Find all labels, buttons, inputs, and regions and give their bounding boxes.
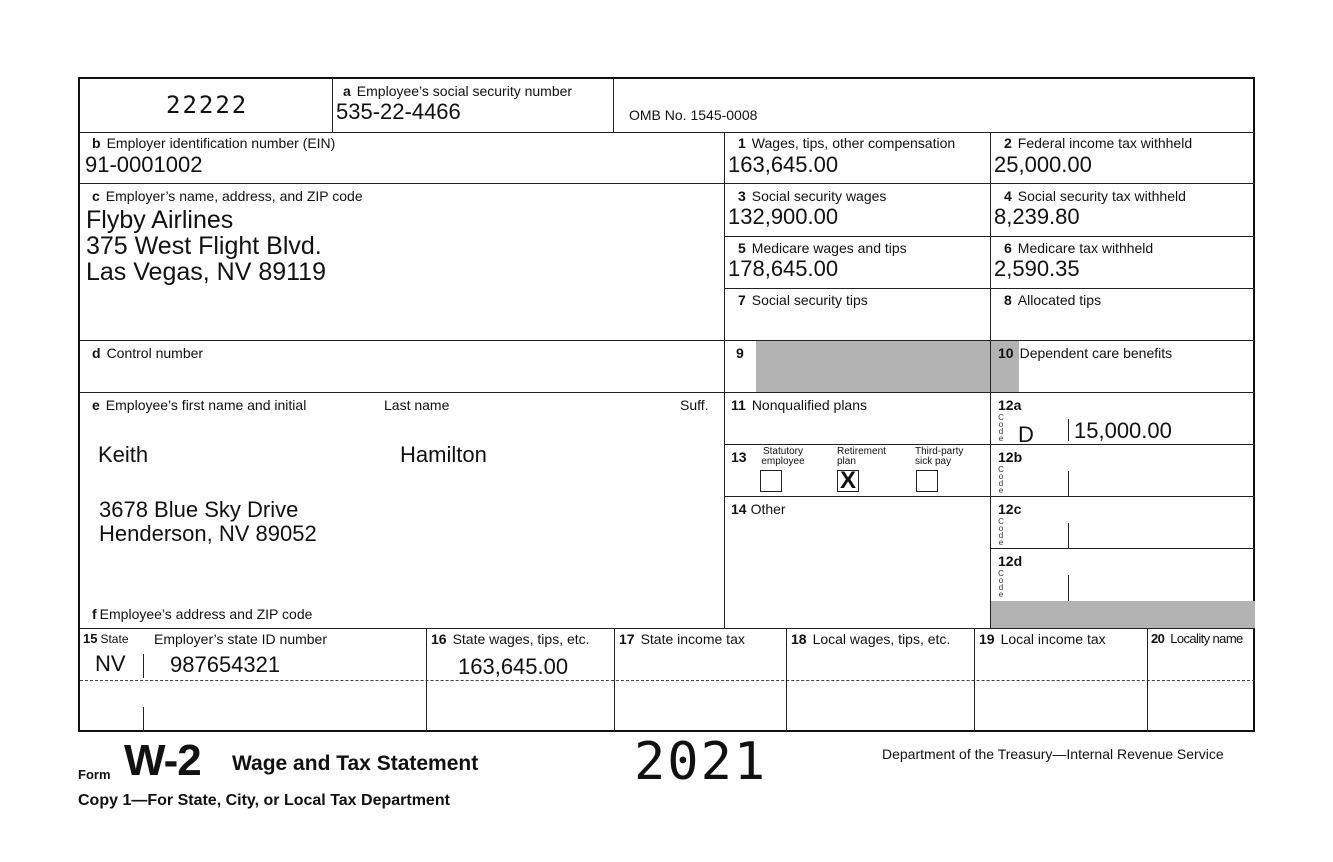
box6-value: 2,590.35 (994, 256, 1080, 281)
employee-suffix-label: Suff. (680, 397, 709, 413)
box12b-label: 12b (998, 449, 1023, 465)
box17-label: 17 State income tax (619, 631, 745, 647)
employer-name: Flyby Airlines (86, 206, 234, 234)
copy-designation: Copy 1—For State, City, or Local Tax Department (78, 792, 450, 809)
box1-value: 163,645.00 (728, 152, 839, 177)
box6-label: 6 Medicare tax withheld (1004, 240, 1154, 256)
box3-label: 3 Social security wages (738, 188, 887, 204)
retirement-plan-caption: Retirement plan (837, 446, 886, 467)
box19-label: 19 Local income tax (979, 631, 1106, 647)
state-code-value: NV (95, 651, 126, 676)
statutory-employee-caption: Statutory employee (761, 446, 805, 467)
employee-street: 3678 Blue Sky Drive (99, 497, 299, 522)
retirement-plan-checkbox[interactable]: X (837, 470, 859, 492)
third-party-sick-pay-caption: Third-party sick pay (915, 446, 964, 467)
box16-label: 16 State wages, tips, etc. (431, 631, 590, 647)
box4-value: 8,239.80 (994, 204, 1080, 229)
employee-first-name-label: e Employee’s first name and initial (92, 397, 307, 413)
box10-label: 10 Dependent care benefits (998, 345, 1173, 361)
box3-value: 132,900.00 (728, 204, 839, 229)
employee-first-name: Keith (98, 442, 149, 467)
box12c-label: 12c (998, 501, 1022, 517)
employer-street: 375 West Flight Blvd. (86, 232, 322, 260)
state-id-value: 987654321 (170, 652, 281, 677)
ssn-value: 535-22-4466 (336, 99, 461, 124)
employee-last-name-label: Last name (384, 397, 450, 413)
employee-address-label: f Employee’s address and ZIP code (92, 606, 313, 622)
employer-label: c Employer’s name, address, and ZIP code (92, 188, 363, 204)
statutory-employee-checkbox[interactable] (760, 470, 782, 492)
box14-label: 14 Other (731, 501, 786, 517)
box9-shade (756, 341, 1019, 392)
department-text: Department of the Treasury—Internal Revenue Service (882, 746, 1224, 762)
employee-last-name: Hamilton (400, 442, 487, 467)
box20-label: 20 Locality name (1151, 631, 1243, 646)
form-title: Wage and Tax Statement (232, 752, 479, 775)
ein-label: b Employer identification number (EIN) (92, 135, 336, 151)
box12a-label: 12a (998, 397, 1022, 413)
box4-label: 4 Social security tax withheld (1004, 188, 1186, 204)
box12a-value: 15,000.00 (1074, 418, 1172, 443)
omb-number: OMB No. 1545-0008 (629, 107, 758, 123)
form-id-code: 22222 (166, 91, 249, 119)
ssn-label: a Employee’s social security number (343, 83, 573, 99)
box11-label: 11 Nonqualified plans (731, 397, 868, 413)
employee-city: Henderson, NV 89052 (99, 521, 317, 546)
tax-year: 2021 (634, 732, 768, 792)
box8-label: 8 Allocated tips (1004, 292, 1102, 308)
third-party-sick-pay-checkbox[interactable] (916, 470, 938, 492)
control-number-label: d Control number (92, 345, 204, 361)
form-word: Form (78, 767, 111, 782)
box15-label: 15 State (83, 631, 129, 646)
box5-value: 178,645.00 (728, 256, 839, 281)
box13-label: 13 (731, 449, 747, 465)
box9-label: 9 (736, 345, 744, 361)
box2-value: 25,000.00 (994, 152, 1092, 177)
box15-state-id-label: Employer’s state ID number (154, 631, 327, 647)
box7-label: 7 Social security tips (738, 292, 868, 308)
box12d-label: 12d (998, 553, 1023, 569)
ein-value: 91-0001002 (85, 152, 203, 177)
box18-label: 18 Local wages, tips, etc. (791, 631, 951, 647)
form-name: W-2 (124, 736, 201, 785)
employer-city: Las Vegas, NV 89119 (86, 258, 326, 286)
box1-label: 1 Wages, tips, other compensation (738, 135, 956, 151)
box2-label: 2 Federal income tax withheld (1004, 135, 1193, 151)
box5-label: 5 Medicare wages and tips (738, 240, 907, 256)
box12-bottom-shade (990, 601, 1255, 628)
box12a-code: D (1018, 422, 1034, 447)
box16-value: 163,645.00 (458, 654, 569, 679)
